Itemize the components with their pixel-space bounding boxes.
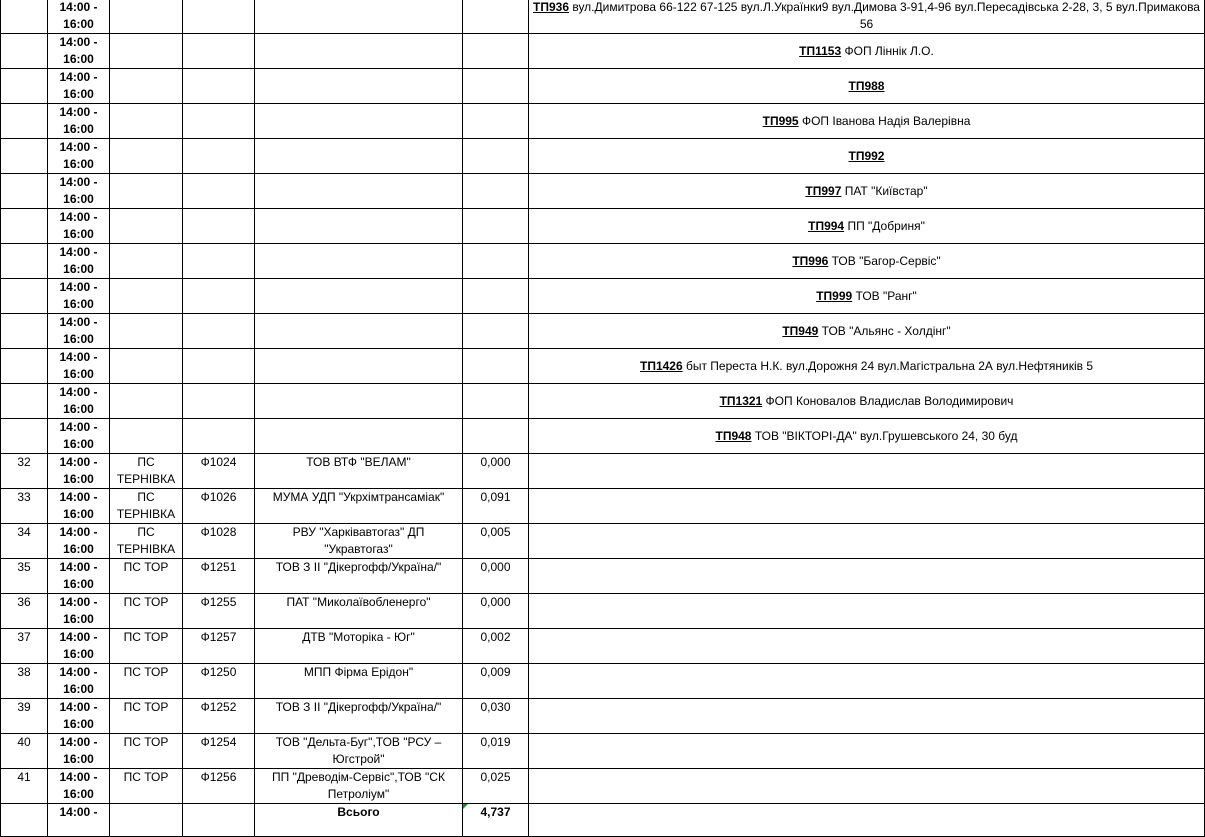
tp-code: ТП1153: [799, 43, 842, 58]
tp-cell[interactable]: [529, 104, 1205, 139]
table-row: [1, 244, 1205, 279]
tp-cell[interactable]: [529, 594, 1205, 629]
tp-cell[interactable]: [529, 244, 1205, 279]
feeder-cell[interactable]: [183, 244, 255, 279]
consumer-cell[interactable]: [255, 244, 463, 279]
value-cell[interactable]: [463, 209, 529, 244]
time-cell[interactable]: [48, 244, 110, 279]
substation-cell[interactable]: [110, 384, 183, 419]
tp-cell[interactable]: [529, 489, 1205, 524]
time-from: 14:00 -: [59, 735, 98, 749]
total-feeder-cell[interactable]: [183, 804, 255, 837]
row-number-cell[interactable]: [1, 69, 48, 104]
time-cell[interactable]: [48, 34, 110, 69]
time-cell[interactable]: [48, 454, 110, 489]
row-number-cell[interactable]: 34: [1, 524, 48, 559]
time-to: 16:00: [63, 52, 94, 66]
substation-cell[interactable]: [110, 314, 183, 349]
total-row: [1, 804, 1205, 837]
row-number-cell[interactable]: 35: [1, 559, 48, 594]
value-cell[interactable]: 0,025: [463, 769, 529, 804]
total-value-cell[interactable]: [463, 804, 529, 837]
row-number-cell[interactable]: 32: [1, 454, 48, 489]
time-to: 16:00: [63, 542, 94, 556]
feeder-cell[interactable]: [183, 139, 255, 174]
row-number-cell[interactable]: [1, 314, 48, 349]
substation-cell[interactable]: ПС ТОР: [110, 699, 183, 734]
feeder-cell[interactable]: Ф1256: [183, 769, 255, 804]
value-cell[interactable]: [463, 314, 529, 349]
table-row: [1, 664, 1205, 699]
value-cell[interactable]: [463, 244, 529, 279]
row-number-cell[interactable]: 37: [1, 629, 48, 664]
substation-cell[interactable]: [110, 279, 183, 314]
total-label-cell[interactable]: [255, 804, 463, 837]
row-number-cell[interactable]: [1, 279, 48, 314]
tp-cell[interactable]: [529, 349, 1205, 384]
tp-cell[interactable]: [529, 559, 1205, 594]
time-from: 14:00 -: [59, 0, 98, 14]
feeder-cell[interactable]: [183, 69, 255, 104]
consumer-cell[interactable]: ТОВ "Дельта-Буг",ТОВ "РСУ – Югстрой": [255, 734, 463, 769]
time-cell[interactable]: [48, 524, 110, 559]
time-from: 14:00 -: [59, 490, 98, 504]
value-cell[interactable]: [463, 279, 529, 314]
tp-code: ТП1426: [639, 358, 683, 373]
time-cell[interactable]: [48, 174, 110, 209]
time-to: 16:00: [63, 752, 94, 766]
tp-code: ТП992: [848, 148, 885, 163]
row-number-cell[interactable]: [1, 244, 48, 279]
substation-cell[interactable]: [110, 244, 183, 279]
row-number-cell[interactable]: [1, 104, 48, 139]
time-from: 14:00 -: [59, 70, 98, 84]
time-from: 14:00 -: [59, 665, 98, 679]
substation-cell[interactable]: ПС ТЕРНІВКА: [110, 454, 183, 489]
substation-cell[interactable]: ПС ТЕРНІВКА: [110, 524, 183, 559]
consumer-cell[interactable]: [255, 279, 463, 314]
value-cell[interactable]: 0,091: [463, 489, 529, 524]
table-row: [1, 69, 1205, 104]
tp-description: ПП "Добриня": [844, 218, 925, 233]
tp-description: быт Переста Н.К. вул.Дорожня 24 вул.Магістральна 2А вул.Нефтяників 5: [682, 358, 1094, 373]
feeder-cell[interactable]: [183, 174, 255, 209]
table-row: [1, 524, 1205, 559]
consumer-cell[interactable]: ПП "Древодім-Сервіс",ТОВ "СК Петроліум": [255, 769, 463, 804]
value-cell[interactable]: [463, 139, 529, 174]
time-to: 16:00: [63, 332, 94, 346]
value-cell[interactable]: [463, 69, 529, 104]
tp-cell[interactable]: [529, 314, 1205, 349]
substation-cell[interactable]: [110, 419, 183, 454]
feeder-cell[interactable]: Ф1024: [183, 454, 255, 489]
consumer-cell[interactable]: [255, 139, 463, 174]
table-row: [1, 174, 1205, 209]
value-cell[interactable]: 0,000: [463, 559, 529, 594]
tp-description: ФОП Коновалов Владислав Володимирович: [762, 393, 1014, 408]
total-time-cell[interactable]: [48, 804, 110, 837]
tp-cell[interactable]: [529, 769, 1205, 804]
time-to: 16:00: [63, 612, 94, 626]
time-to: 16:00: [63, 647, 94, 661]
time-cell[interactable]: [48, 734, 110, 769]
tp-description: ПАТ "Київстар": [841, 183, 928, 198]
time-from: 14:00 -: [59, 105, 98, 119]
row-number-cell[interactable]: 40: [1, 734, 48, 769]
time-from: 14:00 -: [59, 140, 98, 154]
consumer-cell[interactable]: [255, 314, 463, 349]
row-number-cell[interactable]: 33: [1, 489, 48, 524]
feeder-cell[interactable]: Ф1251: [183, 559, 255, 594]
value-cell[interactable]: [463, 34, 529, 69]
tp-cell[interactable]: [529, 139, 1205, 174]
table-row: [1, 279, 1205, 314]
value-cell[interactable]: [463, 384, 529, 419]
time-from: 14:00 -: [59, 700, 98, 714]
time-from: 14:00 -: [59, 245, 98, 259]
substation-cell[interactable]: ПС ТОР: [110, 734, 183, 769]
value-cell[interactable]: [463, 419, 529, 454]
time-from: 14:00 -: [59, 210, 98, 224]
consumer-cell[interactable]: [255, 34, 463, 69]
tp-cell[interactable]: [529, 174, 1205, 209]
row-number-cell[interactable]: [1, 34, 48, 69]
row-number-cell[interactable]: [1, 349, 48, 384]
substation-cell[interactable]: [110, 209, 183, 244]
time-cell[interactable]: [48, 699, 110, 734]
tp-cell[interactable]: [529, 454, 1205, 489]
time-to: 16:00: [63, 402, 94, 416]
table-row: [1, 314, 1205, 349]
value-cell[interactable]: 0,002: [463, 629, 529, 664]
consumer-cell[interactable]: [255, 349, 463, 384]
feeder-cell[interactable]: [183, 384, 255, 419]
substation-cell[interactable]: ПС ТОР: [110, 559, 183, 594]
row-number-cell[interactable]: 41: [1, 769, 48, 804]
table-row: [1, 734, 1205, 769]
tp-description: ТОВ "Багор-Сервіс": [828, 253, 941, 268]
substation-cell[interactable]: [110, 349, 183, 384]
comment-marker-icon: [463, 804, 468, 809]
feeder-cell[interactable]: [183, 314, 255, 349]
time-from: 14:00 -: [59, 595, 98, 609]
consumer-cell[interactable]: ТОВ З ІІ "Дікергофф/Україна/": [255, 559, 463, 594]
consumer-cell[interactable]: [255, 0, 463, 34]
consumer-cell[interactable]: [255, 384, 463, 419]
time-from: 14:00 -: [59, 560, 98, 574]
consumer-cell[interactable]: МУМА УДП "Укрхімтрансаміак": [255, 489, 463, 524]
tp-description: ТОВ "ВІКТОРІ-ДА" вул.Грушевського 24, 30 буд: [751, 428, 1018, 443]
table-row: [1, 699, 1205, 734]
table-row: [1, 489, 1205, 524]
consumer-cell[interactable]: [255, 69, 463, 104]
feeder-cell[interactable]: [183, 0, 255, 34]
table-row: [1, 209, 1205, 244]
time-to: 16:00: [63, 472, 94, 486]
time-from: 14:00 -: [59, 630, 98, 644]
row-number-cell[interactable]: 36: [1, 594, 48, 629]
row-number-cell[interactable]: [1, 0, 48, 34]
feeder-cell[interactable]: [183, 279, 255, 314]
feeder-cell[interactable]: [183, 34, 255, 69]
time-cell[interactable]: [48, 489, 110, 524]
tp-code: ТП999: [816, 288, 853, 303]
row-number-cell[interactable]: [1, 209, 48, 244]
time-from: 14:00 -: [59, 525, 98, 539]
row-number-cell[interactable]: 39: [1, 699, 48, 734]
table-row: [1, 454, 1205, 489]
value-cell[interactable]: [463, 104, 529, 139]
time-from: 14:00 -: [59, 315, 98, 329]
consumer-cell[interactable]: МПП Фірма Ерідон": [255, 664, 463, 699]
time-to: 16:00: [63, 17, 94, 31]
time-cell[interactable]: [48, 314, 110, 349]
time-from: 14:00 -: [59, 455, 98, 469]
total-value: 4,737: [480, 805, 511, 819]
time-to: 16:00: [63, 367, 94, 381]
table-row: [1, 104, 1205, 139]
substation-cell[interactable]: ПС ТЕРНІВКА: [110, 489, 183, 524]
value-cell[interactable]: [463, 0, 529, 34]
feeder-cell[interactable]: Ф1250: [183, 664, 255, 699]
tp-code: ТП936: [533, 0, 569, 14]
total-label: Всього: [337, 805, 380, 819]
tp-code: ТП997: [805, 183, 842, 198]
consumer-cell[interactable]: [255, 419, 463, 454]
time-to: 16:00: [63, 717, 94, 731]
row-number-cell[interactable]: 38: [1, 664, 48, 699]
substation-cell[interactable]: [110, 139, 183, 174]
tp-code: ТП996: [792, 253, 829, 268]
tp-description: ТОВ "Ранг": [852, 288, 917, 303]
time-to: 16:00: [63, 122, 94, 136]
time-cell[interactable]: [48, 629, 110, 664]
total-time-from: 14:00 -: [59, 805, 98, 819]
tp-cell[interactable]: [529, 279, 1205, 314]
row-number-cell[interactable]: [1, 419, 48, 454]
time-to: 16:00: [63, 227, 94, 241]
tp-cell[interactable]: [529, 384, 1205, 419]
feeder-cell[interactable]: Ф1255: [183, 594, 255, 629]
substation-cell[interactable]: ПС ТОР: [110, 769, 183, 804]
value-cell[interactable]: [463, 174, 529, 209]
tp-cell[interactable]: [529, 34, 1205, 69]
substation-cell[interactable]: [110, 104, 183, 139]
time-cell[interactable]: [48, 559, 110, 594]
value-cell[interactable]: 0,030: [463, 699, 529, 734]
time-to: 16:00: [63, 192, 94, 206]
tp-description: ФОП Іванова Надія Валерівна: [798, 113, 971, 128]
tp-description: ФОП Ліннік Л.О.: [841, 43, 934, 58]
time-cell[interactable]: [48, 664, 110, 699]
value-cell[interactable]: 0,009: [463, 664, 529, 699]
tp-cell[interactable]: [529, 734, 1205, 769]
row-number-cell[interactable]: [1, 139, 48, 174]
time-to: 16:00: [63, 507, 94, 521]
substation-cell[interactable]: [110, 174, 183, 209]
feeder-cell[interactable]: Ф1026: [183, 489, 255, 524]
time-to: 16:00: [63, 157, 94, 171]
total-num-cell[interactable]: [1, 804, 48, 837]
consumer-cell[interactable]: ДТВ "Моторіка - Юг": [255, 629, 463, 664]
value-cell[interactable]: 0,000: [463, 454, 529, 489]
total-substation-cell[interactable]: [110, 804, 183, 837]
feeder-cell[interactable]: Ф1028: [183, 524, 255, 559]
tp-cell[interactable]: [529, 209, 1205, 244]
table-row: [1, 594, 1205, 629]
table-row: [1, 769, 1205, 804]
time-from: 14:00 -: [59, 770, 98, 784]
consumer-cell[interactable]: РВУ "Харківавтогаз" ДП "Укравтогаз": [255, 524, 463, 559]
row-number-cell[interactable]: [1, 174, 48, 209]
tp-code: ТП948: [715, 428, 752, 443]
time-from: 14:00 -: [59, 280, 98, 294]
consumer-cell[interactable]: ТОВ З ІІ "Дікергофф/Україна/": [255, 699, 463, 734]
time-cell[interactable]: [48, 419, 110, 454]
feeder-cell[interactable]: [183, 419, 255, 454]
consumer-cell[interactable]: ТОВ ВТФ "ВЕЛАМ": [255, 454, 463, 489]
time-to: 16:00: [63, 682, 94, 696]
tp-cell[interactable]: [529, 629, 1205, 664]
value-cell[interactable]: 0,005: [463, 524, 529, 559]
tp-code: ТП949: [782, 323, 819, 338]
substation-cell[interactable]: ПС ТОР: [110, 594, 183, 629]
tp-code: ТП1321: [719, 393, 763, 408]
time-to: 16:00: [63, 297, 94, 311]
substation-cell[interactable]: [110, 34, 183, 69]
table-row: [1, 0, 1205, 34]
value-cell[interactable]: [463, 349, 529, 384]
tp-description: вул.Димитрова 66-122 67-125 вул.Л.Українки9 вул.Димова 3-91,4-96 вул.Пересадівська 2-28, 3, 5 вул.Примакова 56: [569, 0, 1200, 31]
time-from: 14:00 -: [59, 420, 98, 434]
substation-cell[interactable]: [110, 0, 183, 34]
row-number-cell[interactable]: [1, 384, 48, 419]
time-cell[interactable]: [48, 0, 110, 34]
consumer-cell[interactable]: [255, 104, 463, 139]
tp-code: ТП995: [762, 113, 799, 128]
consumer-cell[interactable]: [255, 174, 463, 209]
consumer-cell[interactable]: [255, 209, 463, 244]
time-from: 14:00 -: [59, 35, 98, 49]
time-from: 14:00 -: [59, 385, 98, 399]
time-cell[interactable]: [48, 279, 110, 314]
substation-cell[interactable]: ПС ТОР: [110, 664, 183, 699]
total-tp-cell[interactable]: [529, 804, 1205, 837]
time-cell[interactable]: [48, 104, 110, 139]
time-to: 16:00: [63, 437, 94, 451]
table-row: [1, 419, 1205, 454]
feeder-cell[interactable]: [183, 104, 255, 139]
time-cell[interactable]: [48, 769, 110, 804]
time-to: 16:00: [63, 87, 94, 101]
tp-cell[interactable]: [529, 69, 1205, 104]
table-row: [1, 384, 1205, 419]
value-cell[interactable]: 0,000: [463, 594, 529, 629]
consumer-cell[interactable]: ПАТ "Миколаївобленерго": [255, 594, 463, 629]
tp-cell[interactable]: [529, 699, 1205, 734]
time-cell[interactable]: [48, 349, 110, 384]
feeder-cell[interactable]: [183, 209, 255, 244]
tp-cell[interactable]: [529, 524, 1205, 559]
table-row: [1, 139, 1205, 174]
time-from: 14:00 -: [59, 350, 98, 364]
table-row: [1, 629, 1205, 664]
substation-cell[interactable]: [110, 69, 183, 104]
time-cell[interactable]: [48, 209, 110, 244]
tp-cell[interactable]: [529, 419, 1205, 454]
value-cell[interactable]: 0,019: [463, 734, 529, 769]
time-to: 16:00: [63, 787, 94, 801]
tp-description: ТОВ "Альянс - Холдінг": [818, 323, 951, 338]
table-row: [1, 559, 1205, 594]
substation-cell[interactable]: ПС ТОР: [110, 629, 183, 664]
time-cell[interactable]: [48, 69, 110, 104]
feeder-cell[interactable]: Ф1257: [183, 629, 255, 664]
table-row: [1, 349, 1205, 384]
time-to: 16:00: [63, 262, 94, 276]
time-to: 16:00: [63, 577, 94, 591]
time-cell[interactable]: [48, 384, 110, 419]
feeder-cell[interactable]: Ф1254: [183, 734, 255, 769]
time-cell[interactable]: [48, 594, 110, 629]
time-from: 14:00 -: [59, 175, 98, 189]
tp-cell[interactable]: [529, 0, 1205, 34]
feeder-cell[interactable]: Ф1252: [183, 699, 255, 734]
table-body: [1, 0, 1205, 837]
tp-cell[interactable]: [529, 664, 1205, 699]
tp-code: ТП994: [808, 218, 845, 233]
tp-code: ТП988: [848, 78, 885, 93]
feeder-cell[interactable]: [183, 349, 255, 384]
table-row: [1, 34, 1205, 69]
time-cell[interactable]: [48, 139, 110, 174]
